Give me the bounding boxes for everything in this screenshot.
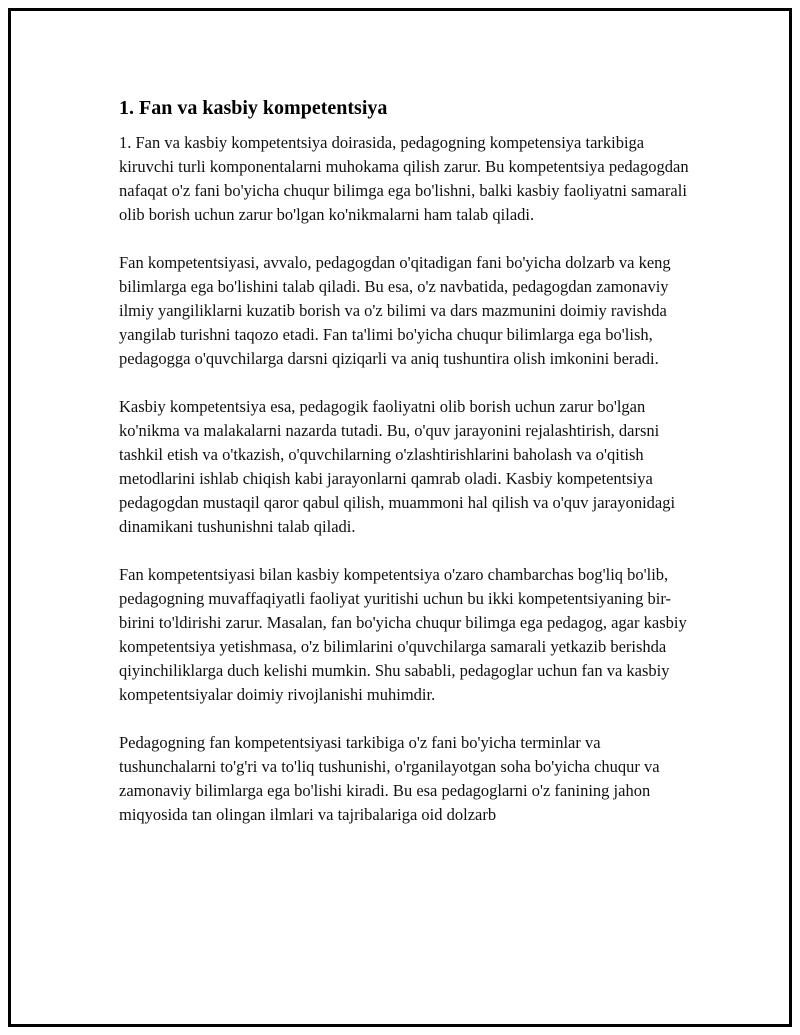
document-body xyxy=(119,95,689,851)
document-page xyxy=(8,8,792,1027)
paragraph-3: Kasbiy kompetentsiya esa, pedagogik faoliyatni olib borish uchun zarur bo'lgan ko'nikma va malakalarni nazarda tutadi. Bu, o'quv jarayonini rejalashtirish, darsni tashkil etish va o'tkazish, o'quvchilarning o'zlashtirishlarini baholash va o'qitish metodlarini ishlab chiqish kabi jarayonlarni qamrab oladi. Kasbiy kompetentsiya pedagogdan mustaqil qaror qabul qilish, muammoni hal qilish va o'quv jarayonidagi dinamikani tushunishni talab qiladi. xyxy=(119,397,676,536)
paragraph-4: Fan kompetentsiyasi bilan kasbiy kompetentsiya o'zaro chambarchas bog'liq bo'lib, pedagogning muvaffaqiyatli faoliyat yuritishi uchun bu ikki kompetentsiyaning bir-birini to'ldirishi zarur. Masalan, fan bo'yicha chuqur bilimga ega pedagog, agar kasbiy kompetentsiya yetishmasa, o'z bilimlarini o'quvchilarga samarali yetkazib berishda qiyinchiliklarga duch kelishi mumkin. Shu sababli, pedagoglar uchun fan va kasbiy kompetentsiyalar doimiy rivojlanishi muhimdir. xyxy=(119,565,687,704)
paragraph-5: Pedagogning fan kompetentsiyasi tarkibiga o'z fani bo'yicha terminlar va tushunchalarni to'g'ri va to'liq tushunishi, o'rganilayotgan soha bo'yicha chuqur va zamonaviy bilimlarga ega bo'lishi kiradi. Bu esa pedagoglarni o'z fanining jahon miqyosida tan olingan ilmlari va tajribalariga oid dolzarb xyxy=(119,733,660,824)
paragraph-1: 1. Fan va kasbiy kompetentsiya doirasida, pedagogning kompetensiya tarkibiga kiruvchi turli komponentalarni muhokama qilish zarur. Bu kompetentsiya pedagogdan nafaqat o'z fani bo'yicha chuqur bilimga ega bo'lishni, balki kasbiy faoliyatni samarali olib borish uchun zarur bo'lgan ko'nikmalarni ham talab qiladi. xyxy=(119,133,689,224)
section-heading: 1. Fan va kasbiy kompetentsiya xyxy=(119,97,388,119)
paragraph-2: Fan kompetentsiyasi, avvalo, pedagogdan o'qitadigan fani bo'yicha dolzarb va keng bilimlarga ega bo'lishini talab qiladi. Bu esa, o'z navbatida, pedagogdan zamonaviy ilmiy yangiliklarni kuzatib borish va o'z bilimi va dars mazmunini doimiy ravishda yangilab turishni taqozo etadi. Fan ta'limi bo'yicha chuqur bilimlarga ega bo'lish, pedagogga o'quvchilarga darsni qiziqarli va aniq tushuntira olish imkonini beradi. xyxy=(119,253,671,368)
